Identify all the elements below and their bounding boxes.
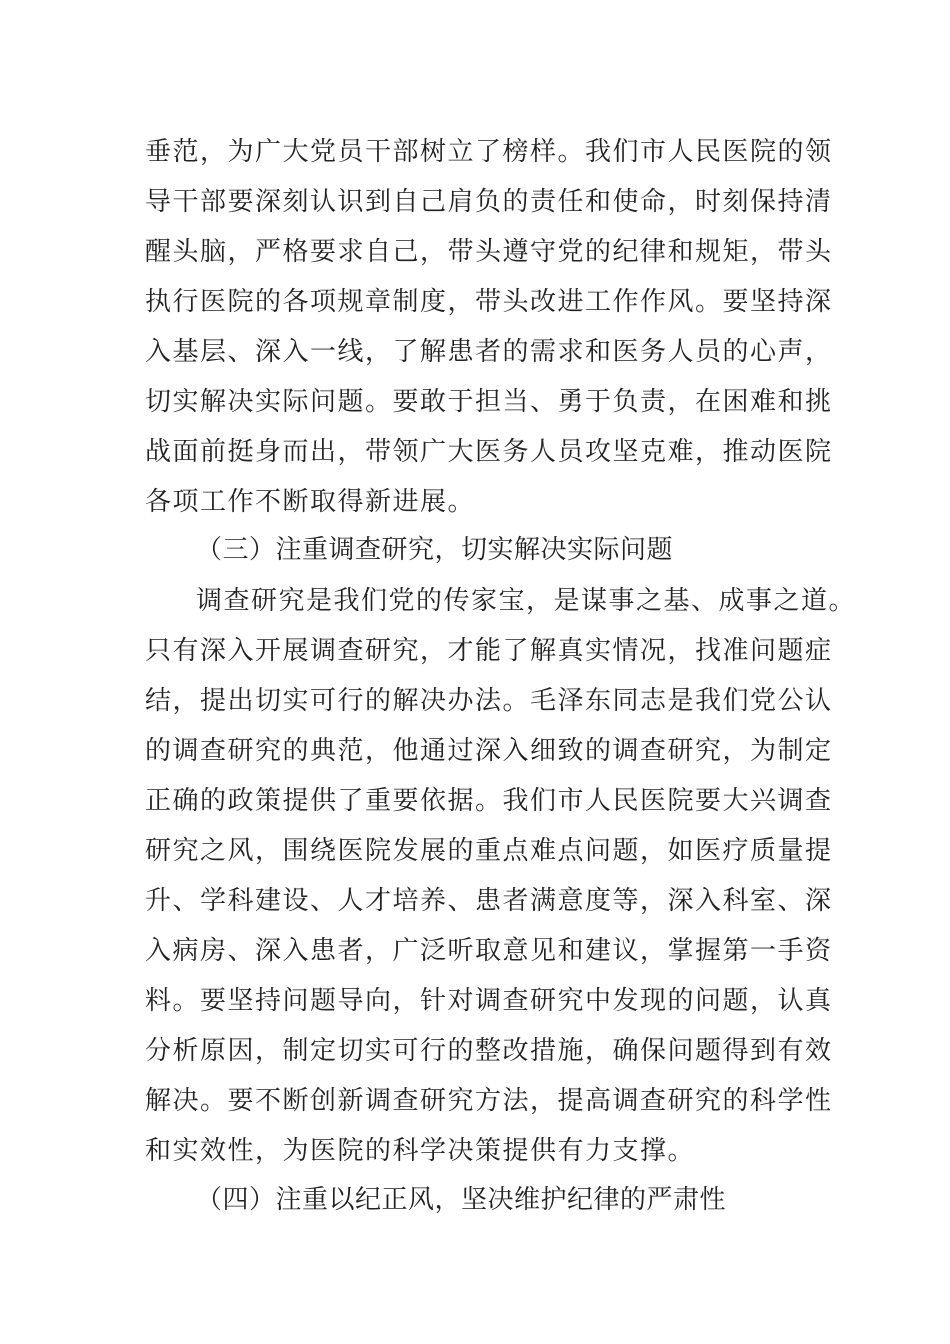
paragraph-line: 调查研究是我们党的传家宝，是谋事之基、成事之道。 [196,586,857,616]
paragraph-line: 导干部要深刻认识到自己肩负的责任和使命，时刻保持清 [145,187,833,217]
section-heading-4: （四）注重以纪正风，坚决维护纪律的严肃性 [196,1185,727,1215]
paragraph-line: 执行医院的各项规章制度，带头改进工作作风。要坚持深 [145,287,833,317]
paragraph-line: 研究之风，围绕医院发展的重点难点问题，如医疗质量提 [145,836,833,866]
paragraph-line: 垂范，为广大党员干部树立了榜样。我们市人民医院的领 [145,137,833,167]
paragraph-line: 战面前挺身而出，带领广大医务人员攻坚克难，推动医院 [145,437,833,467]
paragraph-line: 醒头脑，严格要求自己，带头遵守党的纪律和规矩，带头 [145,237,833,267]
paragraph-line: 各项工作不断取得新进展。 [145,487,476,517]
paragraph-line: 和实效性，为医院的科学决策提供有力支撑。 [145,1136,696,1166]
section-heading-3: （三）注重调查研究，切实解决实际问题 [196,535,674,565]
paragraph-line: 入基层、深入一线，了解患者的需求和医务人员的心声， [145,337,833,367]
paragraph-line: 分析原因，制定切实可行的整改措施，确保问题得到有效 [145,1036,833,1066]
paragraph-line: 结，提出切实可行的解决办法。毛泽东同志是我们党公认 [145,686,833,716]
paragraph-line: 升、学科建设、人才培养、患者满意度等，深入科室、深 [145,886,833,916]
paragraph-line: 入病房、深入患者，广泛听取意见和建议，掌握第一手资 [145,936,833,966]
paragraph-line: 的调查研究的典范，他通过深入细致的调查研究，为制定 [145,736,833,766]
paragraph-line: 只有深入开展调查研究，才能了解真实情况，找准问题症 [145,636,833,666]
paragraph-line: 解决。要不断创新调查研究方法，提高调查研究的科学性 [145,1086,833,1116]
paragraph-line: 料。要坚持问题导向，针对调查研究中发现的问题，认真 [145,986,833,1016]
paragraph-line: 切实解决实际问题。要敢于担当、勇于负责，在困难和挑 [145,387,833,417]
paragraph-line: 正确的政策提供了重要依据。我们市人民医院要大兴调查 [145,786,833,816]
